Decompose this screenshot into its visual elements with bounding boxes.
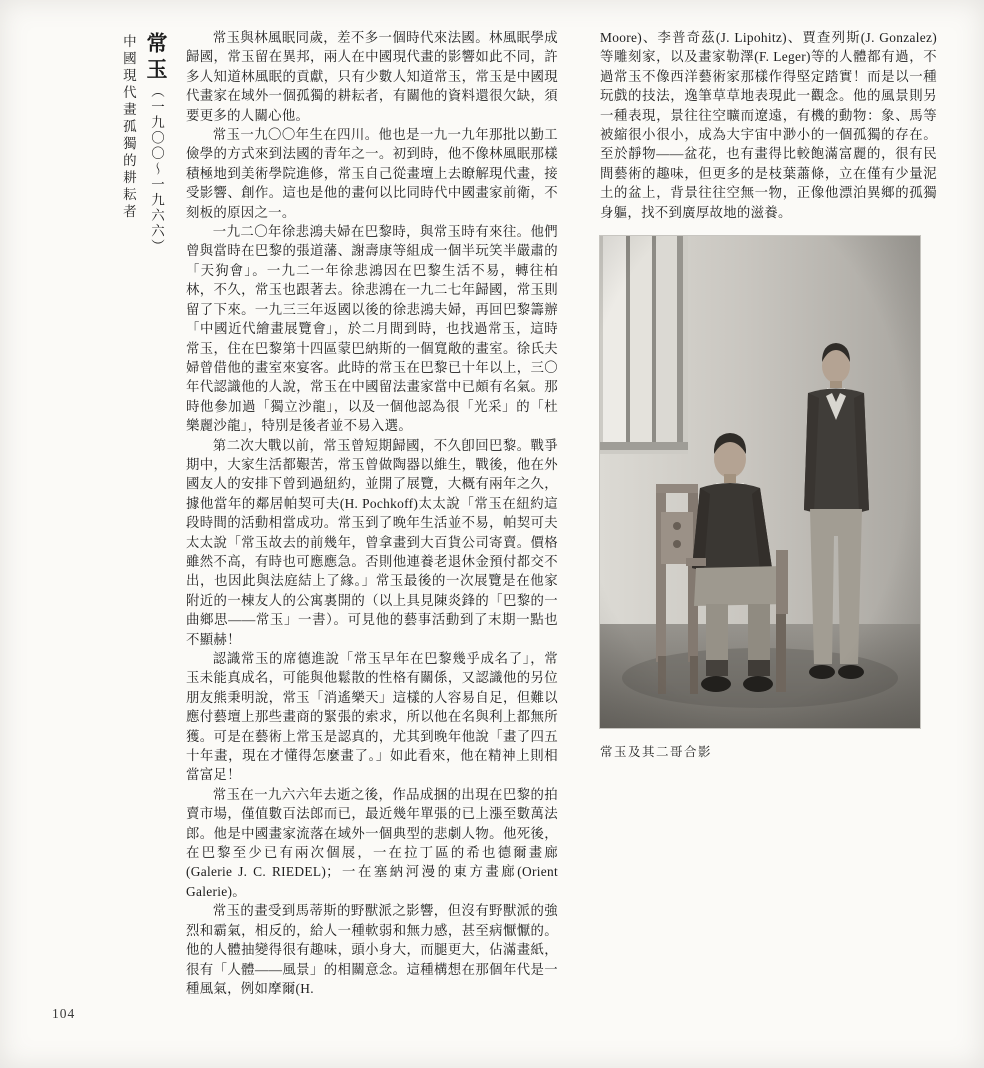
paragraph: 常玉與林風眠同歲，差不多一個時代來法國。林風眠學成歸國，常玉留在異邦，兩人在中國現代畫的影響如此不同，許多人知道林風眠的貢獻，只有少數人知道常玉，常玉是中國現代畫家在域外一個孤獨的耕耘者，有關他的資料還很欠缺，須要更多的人關心他。	[186, 30, 558, 123]
photo-figure	[600, 236, 920, 762]
left-column	[186, 28, 558, 998]
right-column	[600, 28, 937, 762]
paragraph: 第二次大戰以前，常玉曾短期歸國，不久卽回巴黎。戰爭期中，大家生活都艱苦，常玉曾做陶器以維生，戰後，他在外國友人的安排下曾到過紐約，並開了展覽，大概有兩年之久，據他當年的鄰居帕契可夫(H. Pochkoff)太太說「常玉在紐約這段時間的活動相當成功。常玉到了晚年生活並不易，帕契可夫太太說「常玉故去的前幾年，曾拿畫到大百貨公司寄賣。價格雖然不高，有時也可應應急。否則他連養老退休金預付都交不出，也因此與法庭結上了緣。」常玉最後的一次展覽是在他家附近的一棟友人的公寓裏開的（以上具見陳炎鋒的「巴黎的一曲鄉思——常玉」一書）。可見他的藝事活動到了末期一點也不顯赫！	[186, 437, 558, 647]
paragraph-continuation: Moore)、李普奇茲(J. Lipohitz)、賈查列斯(J. Gonzalez)等雕刻家，以及畫家勒澤(F. Leger)等的人體都有過，不過常玉不像西洋藝術家那樣作得堅定踏實！而是以一種玩戲的技法，逸筆草草地表現此一觀念。他的風景則另一種表現，景往往空曠而遼遠，有機的動物：象、馬等被縮很小很小，成為大宇宙中渺小的一個孤獨的存在。至於靜物——盆花，也有畫得比較飽滿富麗的，很有民間藝術的趣味，但更多的是枝葉蕭條，立在僅有少量泥土的盆上，背景往往空無一物，正像他漂泊異鄉的孤獨身軀，找不到廣厚故地的滋養。	[600, 30, 937, 220]
artist-years: （一九〇〇～一九六六）	[148, 84, 164, 255]
paragraph: 常玉一九〇〇年生在四川。他也是一九一九年那批以勤工儉學的方式來到法國的青年之一。初到時，他不像林風眠那樣積極地到美術學院進修，常玉自己從畫壇上去瞭解現代畫，接受影響、創作。這也是他的畫何以比同時代中國畫家前衛，不刻板的原因之一。	[186, 127, 558, 220]
paragraph: 常玉的畫受到馬蒂斯的野獸派之影響，但沒有野獸派的強烈和霸氣，相反的，給人一種軟弱和無力感，甚至病懨懨的。他的人體抽變得很有趣味，頭小身大，而腿更大，佔滿畫紙，很有「人體——風景」的相關意念。這種構想在那個年代是一種風氣，例如摩爾(H.	[186, 903, 558, 996]
chapter-subtitle: 中國現代畫孤獨的耕耘者	[120, 34, 136, 221]
page-number: 104	[52, 1006, 76, 1021]
paragraph: 一九二〇年徐悲鴻夫婦在巴黎時，與常玉時有來往。他們曾與當時在巴黎的張道藩、謝壽康等組成一個半玩笑半嚴肅的「天狗會」。一九二一年徐悲鴻因在巴黎生活不易，轉往柏林，不久，常玉也跟著去。徐悲鴻在一九二七年歸國，常玉則留了下來。一九三三年返國以後的徐悲鴻夫婦，再回巴黎籌辦「中國近代繪畫展覽會」，於二月間到時，也找過常玉，這時常玉，住在巴黎第十四區蒙巴納斯的一個寬敞的畫室。徐氏夫婦曾借他的畫室來宴客。此時的常玉在巴黎已十年以上，三〇年代認識他的人說，常玉在中國留法畫家當中已頗有名氣。那時他參加過「獨立沙龍」，以及一個他認為很「光采」的「杜樂麗沙龍」，特別是後者並不易入選。	[186, 224, 558, 434]
photo-two-men-portrait	[600, 236, 920, 728]
artist-name: 常玉	[143, 32, 168, 84]
photo-caption: 常玉及其二哥合影	[600, 745, 713, 760]
paragraph: 常玉在一九六六年去逝之後，作品成捆的出現在巴黎的拍賣市場，僅值數百法郎而已，最近幾年單張的已上漲至數萬法郎。他是中國畫家流落在域外一個典型的悲劇人物。他死後，在巴黎至少已有兩次個展，一在拉丁區的希也德爾畫廊(Galerie J. C. RIEDEL)；一在塞納河漫的東方畫廊(Orient Galerie)。	[186, 786, 558, 899]
chapter-title-line	[144, 32, 167, 255]
paragraph: 認識常玉的席德進說「常玉早年在巴黎幾乎成名了」，常玉未能真成名，可能與他鬆散的性格有關係，又認識他的另位朋友熊秉明說，常玉「消遙樂天」這樣的人容易自足，但難以應付藝壇上那些畫商的緊張的索求，所以他在名與利上都無所獲。可是在藝術上常玉是認真的，尤其到晚年他說「畫了四五十年畫，現在才懂得怎麼畫了。」如此看來，他在精神上則相當富足！	[186, 651, 558, 783]
chapter-title-vertical	[120, 32, 167, 255]
portrait-photo-illustration	[600, 236, 920, 728]
